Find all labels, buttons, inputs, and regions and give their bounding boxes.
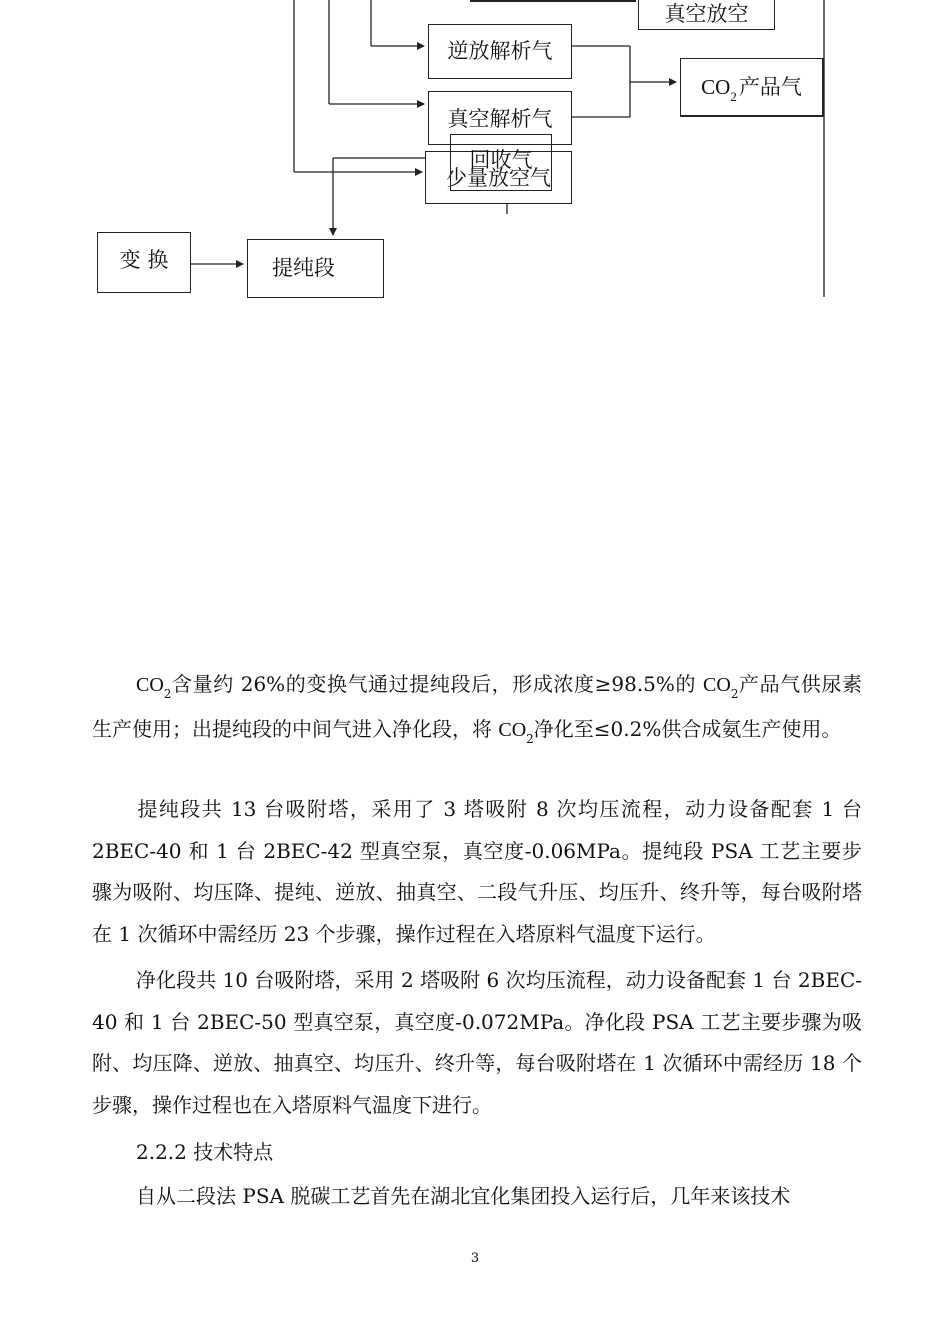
p4-text: 自从二段法 PSA 脱碳工艺首先在湖北宜化集团投入运行后，几年来该技术 (136, 1184, 791, 1208)
p2-text: 提纯段共 13 台吸附塔，采用了 3 塔吸附 8 次均压流程，动力设备配套 1 台 2BEC-40 和 1 台 2BEC-42 型真空泵，真空度-0.06MPa。提纯段 PSA 工艺主要步骤为吸附、均压降、提纯、逆放、抽真空、二段气升压、均压升、终升等，每台吸附塔在 1 次循环中需经历 23 个步骤，操作过程在入塔原料气温度下运行。 (92, 797, 862, 946)
reverse-release-gas-label: 逆放解析气 (447, 39, 553, 63)
co2-chem-label: CO (701, 74, 731, 99)
p1-text-a: 含量约 26%的变换气通过提纯段后，形成浓度≥98.5%的 (171, 672, 704, 696)
paragraph-cleanup-stage (92, 960, 862, 1126)
p1-text-c: 净化至≤0.2%供合成氨生产使用。 (533, 716, 842, 741)
shift-box (97, 232, 191, 293)
vacuum-vent-box (638, 0, 775, 30)
co2-text-c: CO (498, 718, 527, 741)
paragraph-purification-stage (92, 789, 862, 955)
page-number: 3 (470, 1251, 480, 1266)
co2-sub-b: 2 (730, 687, 739, 701)
reverse-release-gas-box (428, 24, 572, 79)
co2-product-gas-label: 产品气 (738, 74, 802, 99)
p3-text: 净化段共 10 台吸附塔，采用 2 塔吸附 6 次均压流程，动力设备配套 1 台 2BEC-40 和 1 台 2BEC-50 型真空泵，真空度-0.072MPa。净化段 PSA 工艺主要步骤为吸附、均压降、逆放、抽真空、均压升、终升等，每台吸附塔在 1 次循环中需经历 18 个步骤，操作过程也在入塔原料气温度下进行。 (92, 968, 862, 1117)
co2-text-a: CO (136, 674, 164, 696)
shift-label: 变 换 (119, 248, 169, 272)
recovery-gas-box (450, 134, 552, 191)
co2-product-gas-box (680, 58, 824, 117)
co2-sub-a: 2 (163, 687, 172, 701)
p1-text-b: 产品气供尿素生产使用；出提纯段的中间气进入净化段，将 (92, 672, 863, 741)
vacuum-vent-label: 真空放空 (664, 1, 749, 26)
paragraph-technical-features (92, 1176, 862, 1218)
purification-stage-box (247, 239, 384, 298)
co2-sub-c: 2 (526, 731, 534, 746)
co2-text-b: CO (703, 674, 731, 696)
section-heading: 2.2.2 技术特点 (136, 1140, 274, 1164)
recovery-gas-label: 回收气 (469, 148, 533, 172)
small-vent-gas-label: 少量放空气 (446, 166, 551, 190)
co2-subscript: 2 (730, 88, 737, 104)
vacuum-desorption-gas-label: 真空解析气 (447, 106, 553, 131)
purification-stage-label: 提纯段 (272, 256, 335, 280)
paragraph-co2-overview (92, 664, 862, 753)
